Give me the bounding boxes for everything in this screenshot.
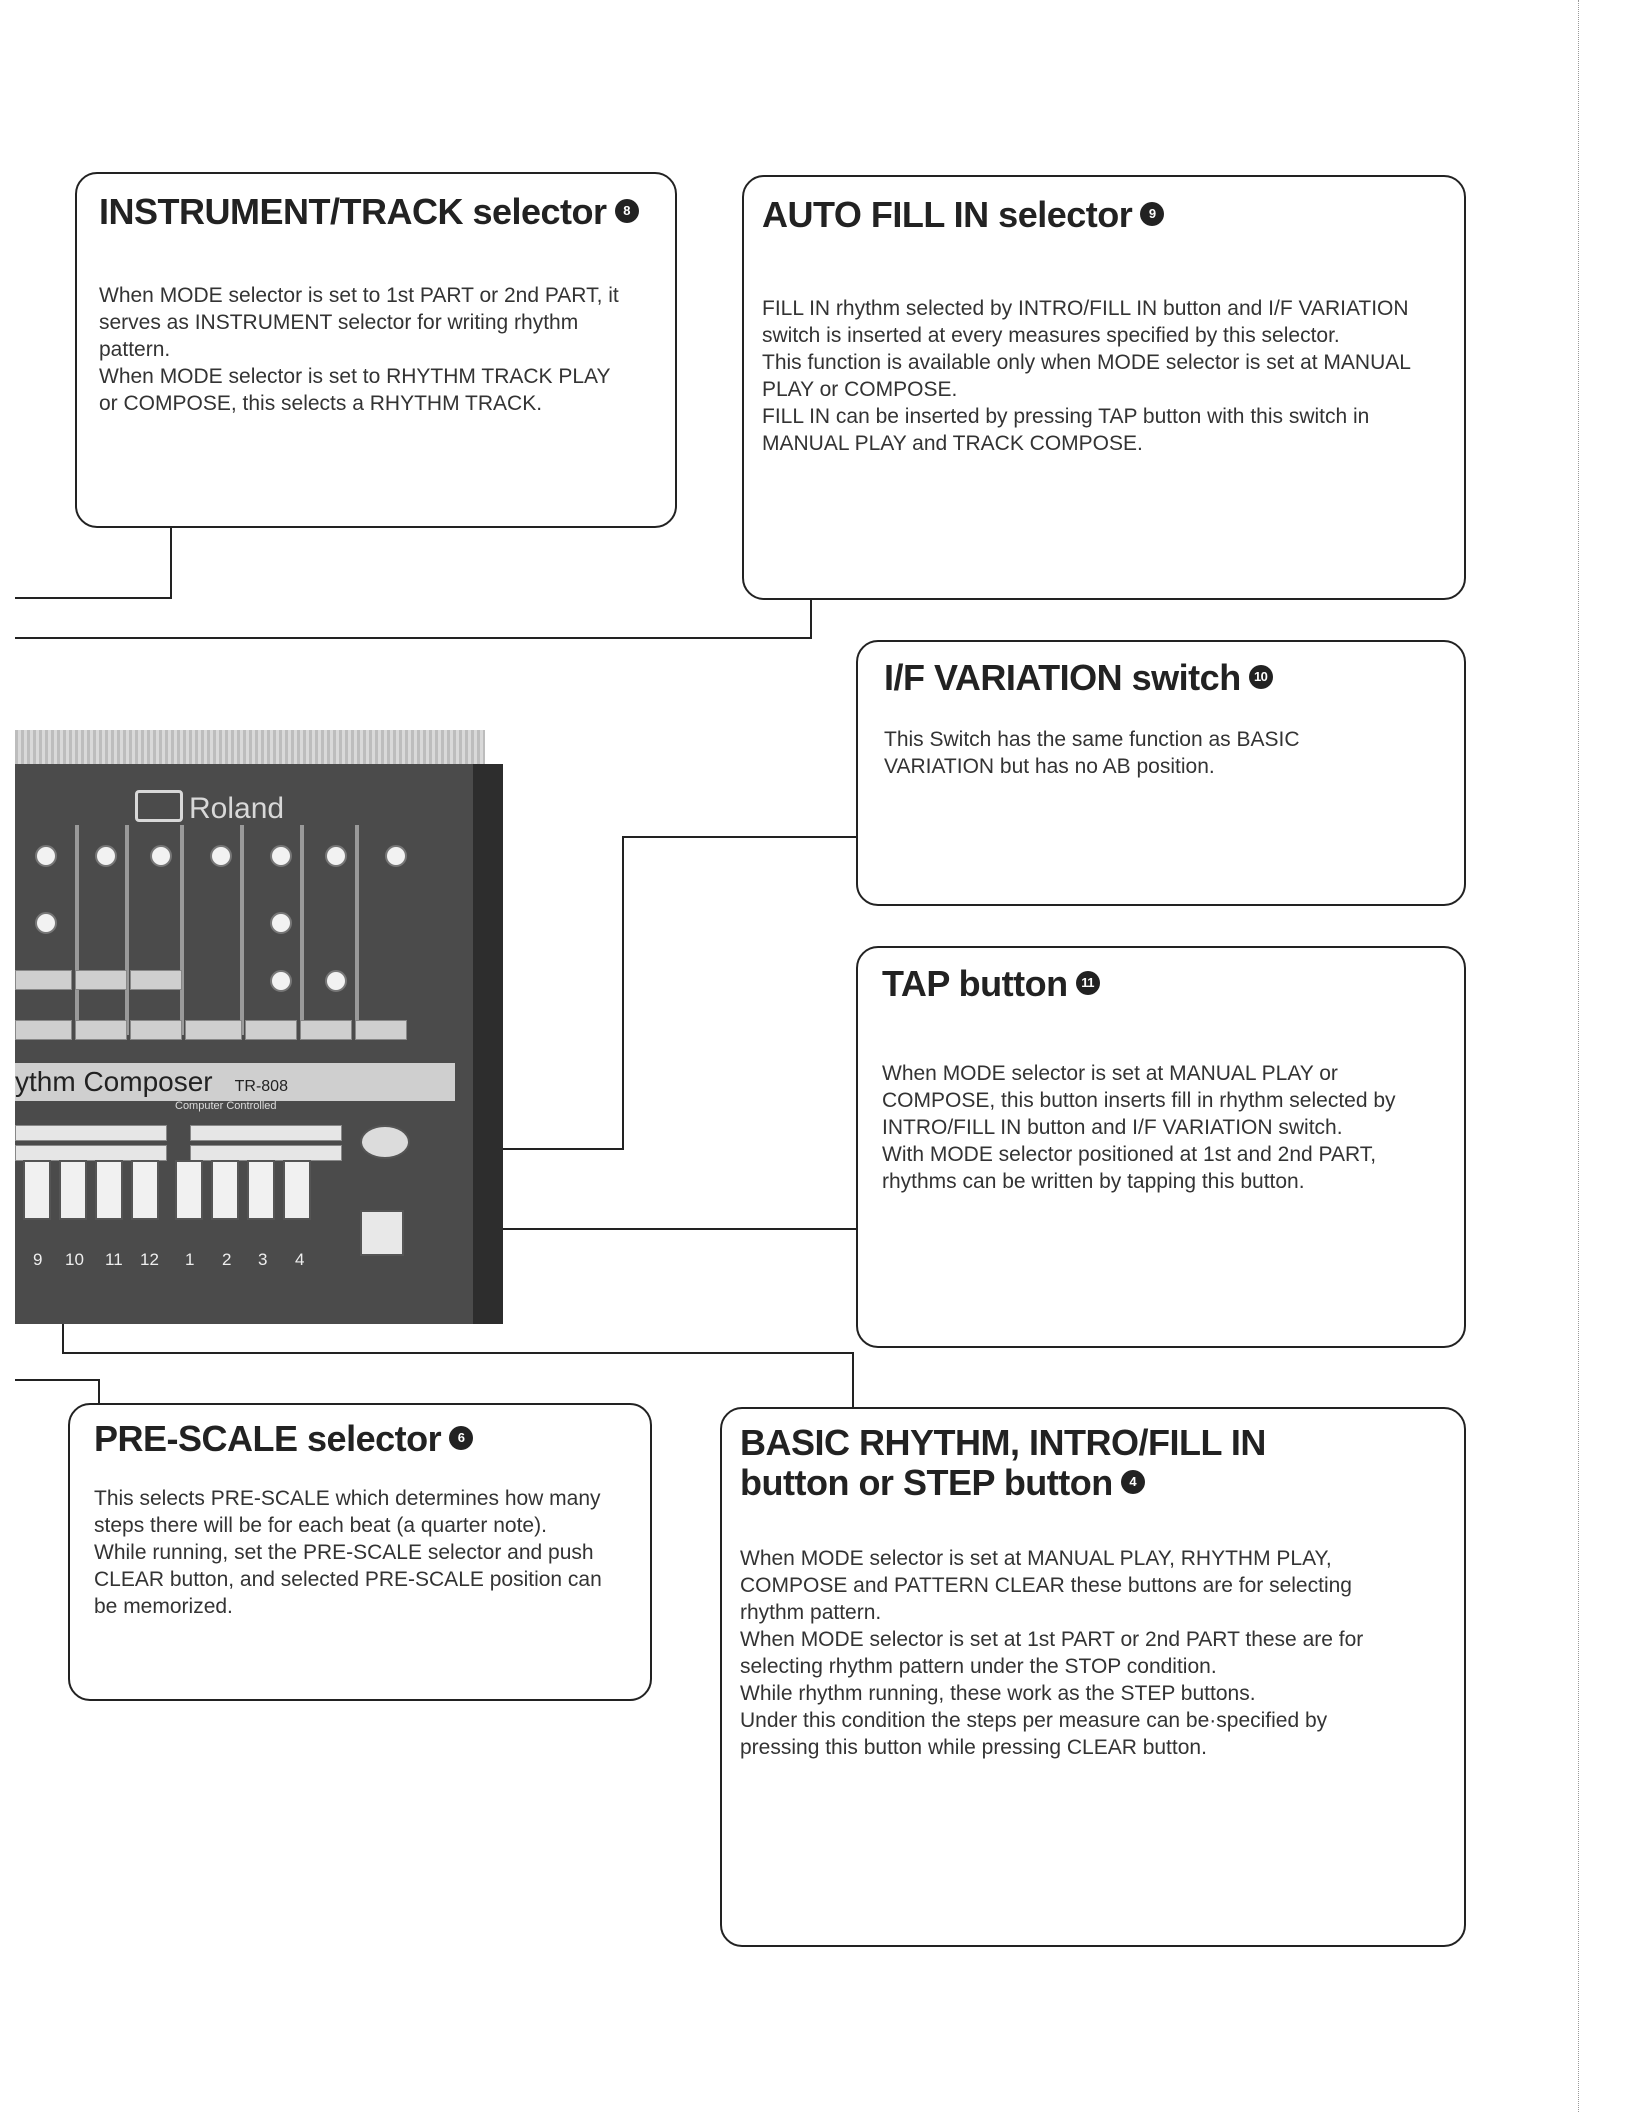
step-number: 3 [258,1250,268,1269]
tone-knob-icon [270,970,292,992]
connector-instrument-h [15,597,172,599]
badge-11-icon: 11 [1076,971,1100,995]
device-body [15,764,503,1324]
step-button [175,1160,203,1220]
instrument-label [245,1020,297,1040]
page-edge-dotted-line [1578,0,1579,2112]
device-subtitle: Computer Controlled [175,1100,277,1112]
tap-button-title: TAP button 11 [882,964,1440,1004]
instrument-label [130,1020,182,1040]
step-buttons [23,1160,333,1240]
step-number: 12 [140,1250,159,1269]
step-number: 4 [295,1250,305,1269]
if-variation-switch-box [856,640,1466,906]
tap-button-text: When MODE selector is set at MANUAL PLAY or COMPOSE, this button inserts fill in rhythm selected by INTRO/FILL IN button and I/F VARIATION switch. With MODE selector positioned at 1st and 2nd PART, rhythms can be written by tapping this button. [882,1062,1396,1193]
auto-fill-in-text: FILL IN rhythm selected by INTRO/FILL IN button and I/F VARIATION switch is inserted at every measures specified by this selector. This function is available only when MODE selector is set at MANUAL PLAY or COMPOSE. FILL IN can be inserted by pressing TAP button with this switch in MANUAL PLAY and TRACK COMPOSE. [762,297,1411,455]
badge-4-icon: 4 [1121,1470,1145,1494]
connector-prescale-h [15,1379,100,1381]
tone-knob-icon [325,970,347,992]
level-knob-icon [95,845,117,867]
level-knob-icon [210,845,232,867]
panel-strip [15,1145,167,1161]
step-button [211,1160,239,1220]
level-knob-icon [325,845,347,867]
channel-divider [355,825,359,1035]
instrument-label [15,970,72,990]
step-button [23,1160,51,1220]
instrument-label [355,1020,407,1040]
connector-basic-v2 [852,1352,854,1407]
step-number: 11 [105,1250,123,1269]
badge-9-icon: 9 [1140,202,1164,226]
channel-divider [240,825,244,1035]
connector-autofill-v [810,600,812,638]
device-name-plate: ythm Composer TR-808 [15,1063,455,1101]
tap-button-box [856,946,1466,1348]
step-number: 2 [222,1250,232,1269]
channel-divider [300,825,304,1035]
connector-autofill-h [15,637,812,639]
channel-divider [75,825,79,1035]
panel-strip [15,1125,167,1141]
roland-logo: Roland [135,790,284,826]
step-button [283,1160,311,1220]
channel-divider [125,825,129,1035]
panel-strip [190,1145,342,1161]
badge-8-icon: 8 [615,199,639,223]
connector-ifvar-h1 [622,836,856,838]
connector-basic-h [62,1352,854,1354]
if-variation-title: I/F VARIATION switch 10 [884,658,1438,698]
basic-rhythm-button-box [720,1407,1466,1947]
device-top-edge [15,730,485,766]
instrument-track-title: INSTRUMENT/TRACK selector 8 [99,192,653,232]
level-knob-icon [270,845,292,867]
channel-divider [180,825,184,1035]
tone-knob-icon [270,912,292,934]
level-knob-icon [150,845,172,867]
auto-fill-in-selector-box [742,175,1466,600]
tap-button-graphic [360,1210,404,1256]
level-knob-icon [35,845,57,867]
badge-6-icon: 6 [449,1426,473,1450]
level-knob-icon [385,845,407,867]
pre-scale-title: PRE-SCALE selector 6 [94,1419,626,1459]
instrument-track-text: When MODE selector is set to 1st PART or 2nd PART, it serves as INSTRUMENT selector for writing rhythm pattern. When MODE selector is set to RHYTHM TRACK PLAY or COMPOSE, this selects a RHYTHM TRACK. [99,284,619,415]
panel-strip [190,1125,342,1141]
instrument-label [130,970,182,990]
basic-rhythm-text: When MODE selector is set at MANUAL PLAY, RHYTHM PLAY, COMPOSE and PATTERN CLEAR these buttons are for selecting rhythm pattern. When MODE selector is set at 1st PART or 2nd PART these are for selecting rhythm pattern under the STOP condition. While rhythm running, these work as the STEP buttons. Under this condition the steps per measure can be·specified by pressing this button while pressing CLEAR button. [740,1547,1364,1759]
step-button [131,1160,159,1220]
step-number: 10 [65,1250,84,1269]
instrument-label [185,1020,242,1040]
roland-logo-mark-icon [135,790,183,822]
instrument-label [300,1020,352,1040]
instrument-label [75,970,127,990]
if-variation-switch-knob [360,1125,410,1159]
connector-ifvar-v [622,836,624,1150]
basic-rhythm-title: BASIC RHYTHM, INTRO/FILL IN button or STEP button 4 [740,1422,1266,1503]
step-number: 1 [185,1250,195,1269]
instrument-track-selector-box [75,172,677,528]
step-button [95,1160,123,1220]
auto-fill-in-title: AUTO FILL IN selector 9 [762,195,1446,235]
instrument-label [75,1020,127,1040]
pre-scale-selector-box [68,1403,652,1701]
badge-10-icon: 10 [1249,665,1273,689]
instrument-label [15,1020,72,1040]
step-button [59,1160,87,1220]
connector-prescale-v [98,1379,100,1403]
if-variation-text: This Switch has the same function as BASIC VARIATION but has no AB position. [884,728,1300,778]
pre-scale-text: This selects PRE-SCALE which determines how many steps there will be for each beat (a quarter note). While running, set the PRE-SCALE selector and push CLEAR button, and selected PRE-SCALE position can be memorized. [94,1487,602,1618]
step-button [247,1160,275,1220]
tone-knob-icon [35,912,57,934]
step-number: 9 [33,1250,43,1269]
connector-instrument-v [170,528,172,598]
tr808-device-photo [15,730,510,1340]
